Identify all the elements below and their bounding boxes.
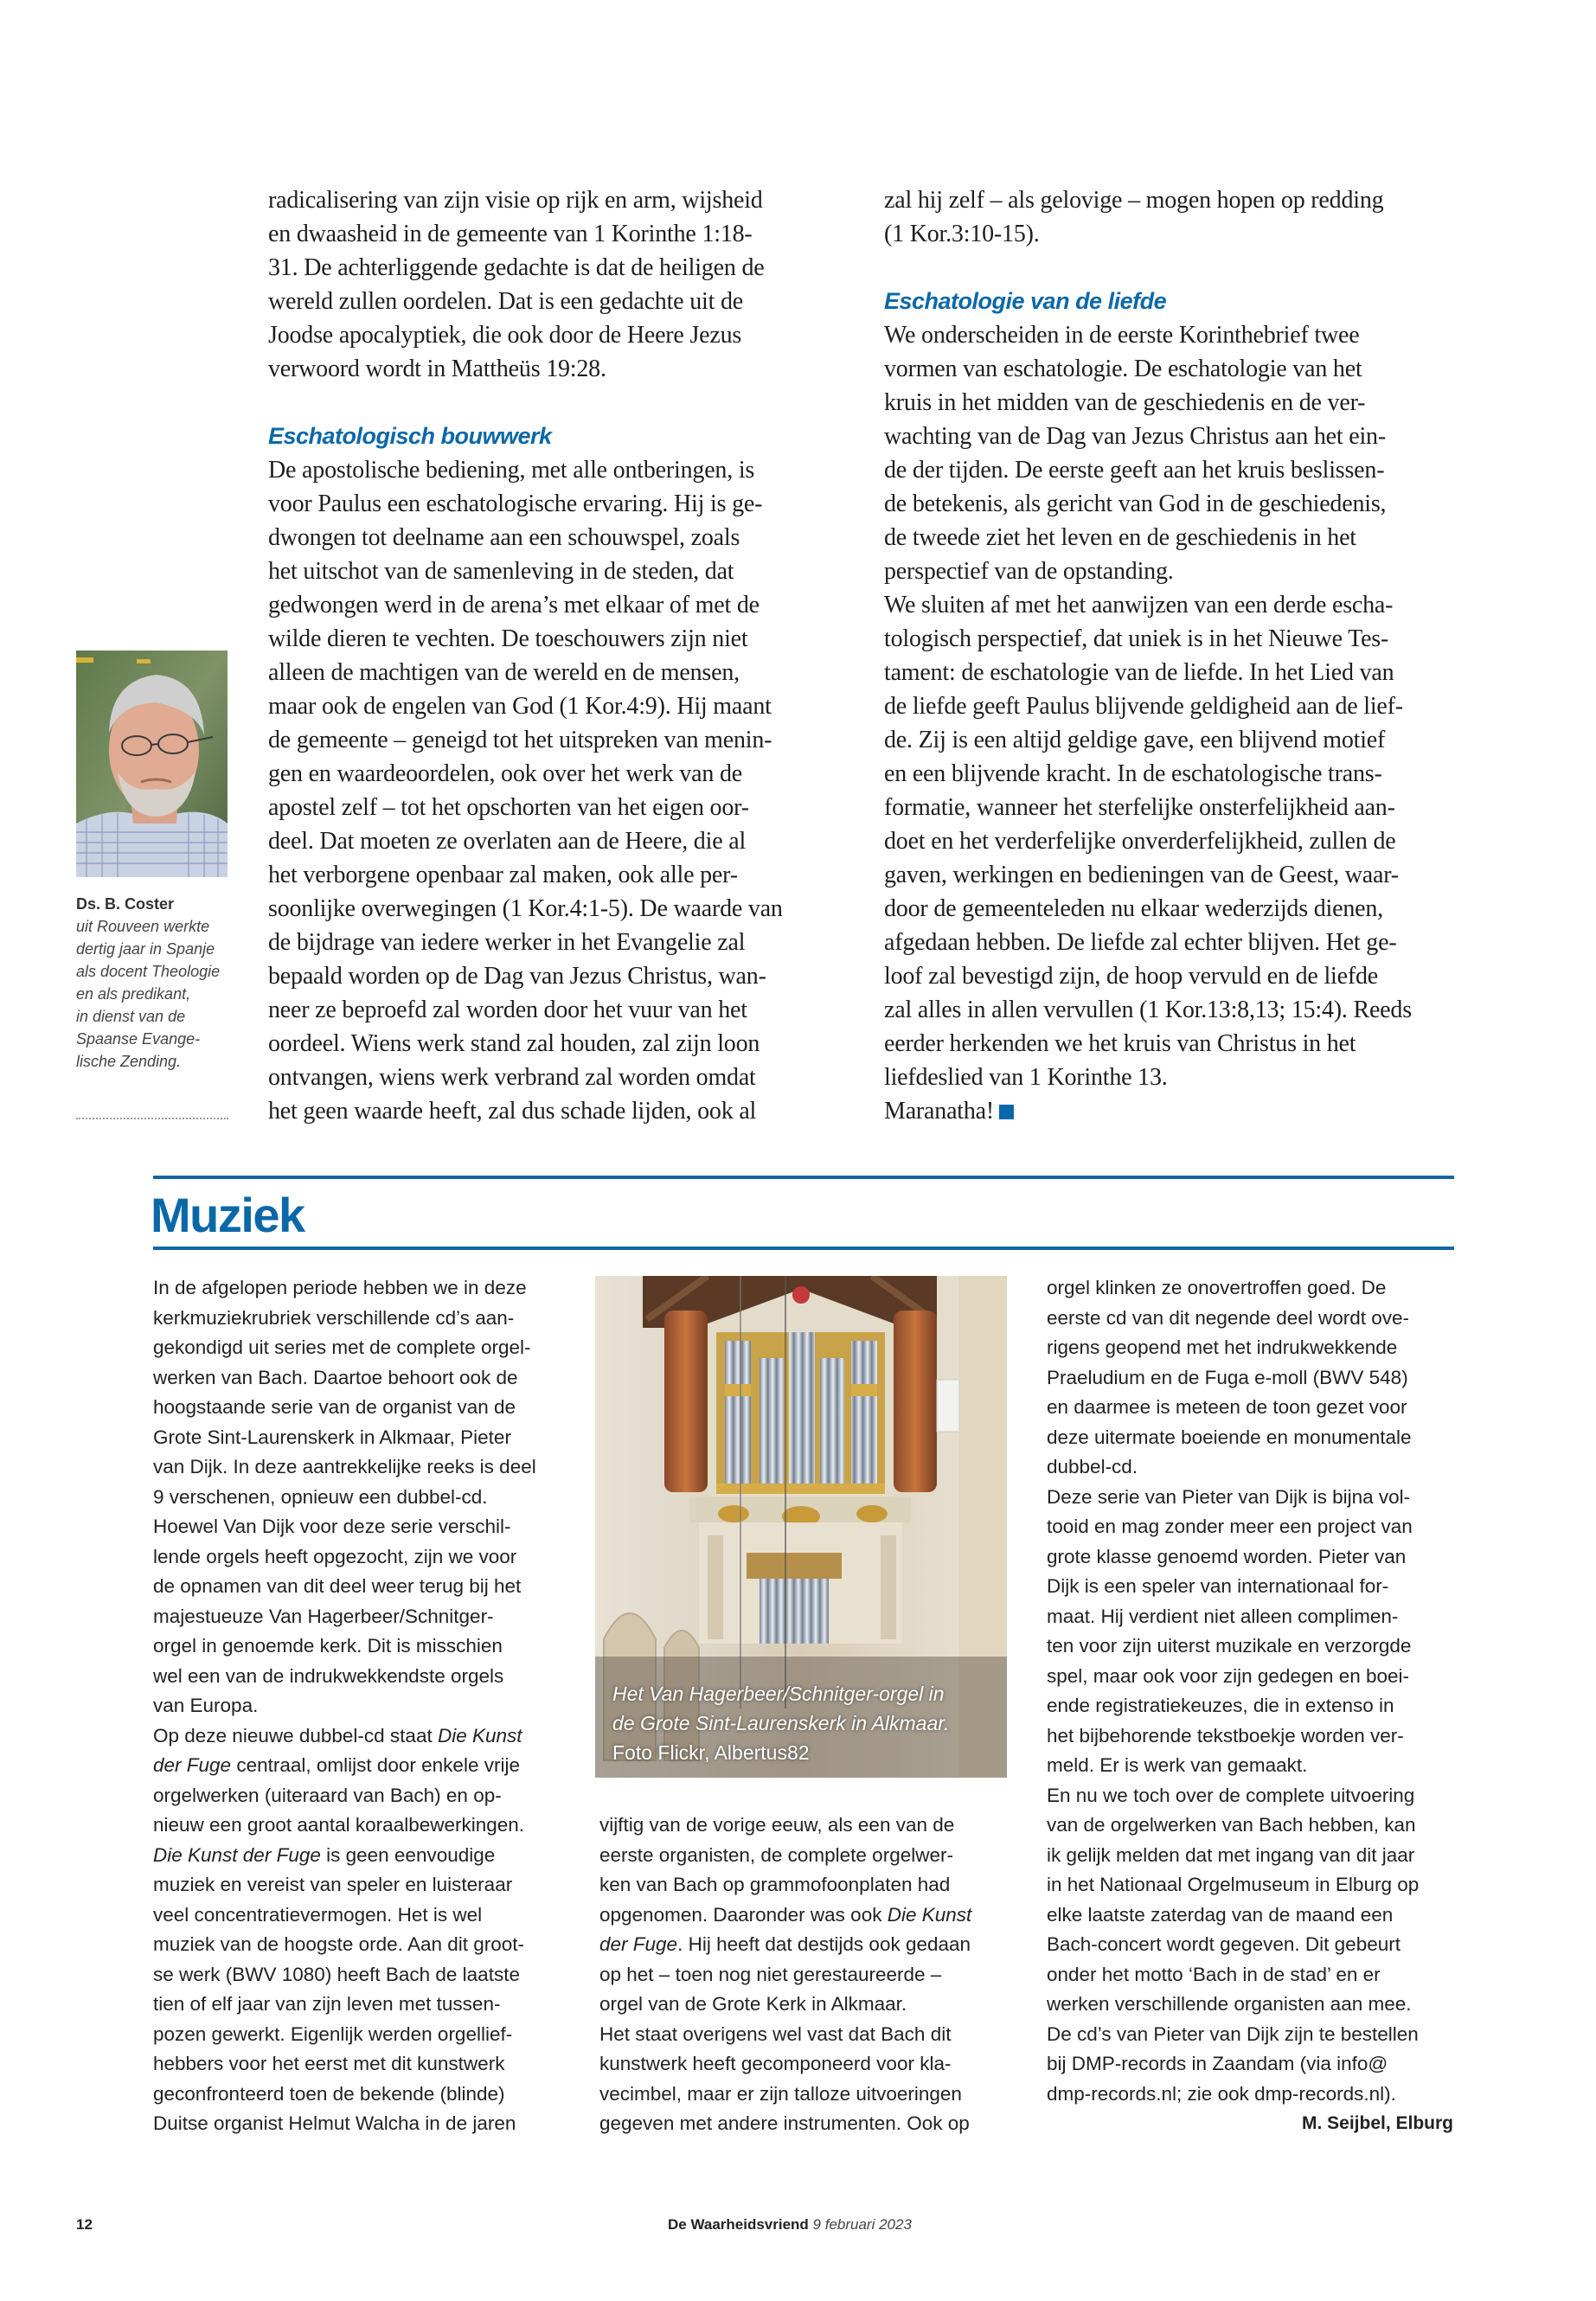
text-line: het geen waarde heeft, zal dus schade lijden, ook al <box>268 1098 757 1125</box>
text-line: gekondigd uit series met de complete orgel- <box>153 1336 531 1358</box>
text-line: orgel klinken ze onovertroffen goed. De <box>1047 1277 1387 1298</box>
text-line: gegeven met andere instrumenten. Ook op <box>599 2112 970 2134</box>
text-line: elke laatste zaterdag van de maand een <box>1047 1903 1394 1926</box>
text-line: Grote Sint-Laurenskerk in Alkmaar, Pieter <box>153 1426 511 1448</box>
publication-footer <box>668 2216 912 2234</box>
text-line: bij DMP-records in Zaandam (via info@ <box>1047 2053 1388 2074</box>
photo-credit: Foto Flickr, Albertus82 <box>612 1741 810 1764</box>
text-line <box>599 1930 1015 1960</box>
text-line: spel, maar ook voor zijn gedegen en boei- <box>1047 1664 1410 1687</box>
text-line: het uitschot van de samenleving in de steden, dat <box>268 558 734 585</box>
text-line: wel een van de indrukwekkendste orgels <box>153 1664 504 1687</box>
text-line: hoogstaande serie van de organist van de <box>153 1396 516 1418</box>
text-line <box>153 1841 560 1871</box>
text-line: veel concentratievermogen. Het is wel <box>153 1903 483 1926</box>
work-title: der Fuge <box>153 1754 232 1776</box>
text-line: Joodse apocalyptiek, die ook door de Heere Jezus <box>268 322 742 349</box>
text-line: majestueuze Van Hagerbeer/Schnitger- <box>153 1605 494 1627</box>
text-line: tooid en mag zonder meer een project van <box>1047 1516 1413 1537</box>
text-line: en een blijvende kracht. In de eschatologische trans- <box>884 760 1382 787</box>
text-line: Hoewel Van Dijk voor deze serie verschil- <box>153 1516 511 1537</box>
text-line: afgedaan hebben. De liefde zal echter blijven. Het ge- <box>884 929 1397 956</box>
author-bio-line: uit Rouveen werkte <box>76 918 210 935</box>
end-of-article-square-icon <box>999 1105 1014 1119</box>
muziek-column-3 <box>1047 1273 1462 2109</box>
text-line: gen en waardeoordelen, ook over het werk van de <box>268 760 743 787</box>
closing-text: Maranatha! <box>884 1098 995 1125</box>
text-line: eerste cd van dit negende deel wordt ove- <box>1047 1306 1410 1329</box>
portrait-illustration <box>76 651 228 877</box>
page-number: 12 <box>76 2216 93 2233</box>
text-line: de liefde geeft Paulus blijvende geldigheid aan de lief- <box>884 693 1403 720</box>
text-line <box>599 1900 1015 1931</box>
work-title: Die Kunst <box>437 1724 522 1747</box>
text-line: de betekenis, als gericht van God in de geschiedenis, <box>884 490 1387 517</box>
article-signature: M. Seijbel, Elburg <box>1301 2113 1453 2133</box>
text-line: pozen gewerkt. Eigenlijk werden orgellief- <box>153 2022 513 2045</box>
text-line: en dwaasheid in de gemeente van 1 Korinthe 1:18- <box>268 221 753 247</box>
text-line: 31. De achterliggende gedachte is dat de heiligen de <box>268 254 765 281</box>
text-line: kerkmuziekrubriek verschillende cd’s aan- <box>153 1306 515 1329</box>
text-line: dmp-records.nl; zie ook dmp-records.nl). <box>1047 2082 1396 2105</box>
organ-photo <box>595 1276 1007 1778</box>
text-line: De apostolische bediening, met alle ontberingen, is <box>268 457 755 484</box>
text-line: van de orgelwerken van Bach hebben, kan <box>1047 1814 1416 1836</box>
paragraph-gap <box>268 386 839 420</box>
text-line: het verborgene openbaar zal maken, ook alle per- <box>268 862 738 888</box>
text-line: gedwongen werd in de arena’s met elkaar of met de <box>268 592 760 619</box>
text-line: wilde dieren te vechten. De toeschouwers zijn niet <box>268 625 748 652</box>
author-bio-line: als docent Theologie <box>76 963 221 980</box>
text-line: ontvangen, wiens werk verbrand zal worden omdat <box>268 1064 756 1091</box>
text-line: Het staat overigens wel vast dat Bach dit <box>599 2022 952 2045</box>
text-line: apostel zelf – tot het opschorten van het eigen oor- <box>268 794 749 821</box>
section-title-muziek: Muziek <box>151 1188 304 1242</box>
author-bio-line: Spaanse Evange- <box>76 1030 201 1048</box>
section-bottom-rule <box>153 1247 1454 1250</box>
text-run: is geen eenvoudige <box>320 1843 496 1866</box>
text-line: meld. Er is werk van gemaakt. <box>1047 1754 1308 1776</box>
text-run: opgenomen. Daaronder was ook <box>599 1903 888 1926</box>
muziek-column-1 <box>153 1273 560 2139</box>
text-line: hebbers voor het eerst met dit kunstwerk <box>153 2053 505 2074</box>
author-bio-line: dertig jaar in Spanje <box>76 940 215 958</box>
article-column-right <box>884 183 1464 1128</box>
muziek-column-2 <box>599 1811 1015 2139</box>
text-line: rigens geopend met het indrukwekkende <box>1047 1336 1398 1358</box>
text-line: tament: de eschatologie van de liefde. In het Lied van <box>884 659 1394 686</box>
text-line: vijftig van de vorige eeuw, als een van de <box>599 1814 955 1836</box>
text-line <box>153 1721 560 1752</box>
author-portrait-photo <box>76 651 228 877</box>
text-line: liefdeslied van 1 Korinthe 13. <box>884 1064 1168 1091</box>
text-line: ik gelijk melden dat met ingang van dit jaar <box>1047 1843 1415 1866</box>
text-run: centraal, omlijst door enkele vrije <box>231 1754 520 1776</box>
section-subheading: Eschatologisch bouwwerk <box>268 423 552 449</box>
text-line: De cd’s van Pieter van Dijk zijn te bestellen <box>1047 2022 1419 2045</box>
publication-name: De Waarheidsvriend <box>668 2216 809 2233</box>
text-line: grote klasse genoemd worden. Pieter van <box>1047 1545 1407 1567</box>
text-line: We sluiten af met het aanwijzen van een derde escha- <box>884 592 1394 619</box>
text-line: orgel van de Grote Kerk in Alkmaar. <box>599 1993 907 2015</box>
text-line: In de afgelopen periode hebben we in deze <box>153 1277 527 1298</box>
work-title: Die Kunst der Fuge <box>153 1843 321 1866</box>
closing-line <box>884 1094 1464 1128</box>
text-line: doet en het verderfelijke onverderfelijkheid, zullen de <box>884 828 1396 855</box>
text-line: ten voor zijn uiterst muzikale en verzorgde <box>1047 1635 1412 1657</box>
author-bio-line: en als predikant, <box>76 985 191 1003</box>
text-line: van Europa. <box>153 1695 259 1716</box>
text-line: alleen de machtigen van de wereld en de mensen, <box>268 659 740 686</box>
text-line: En nu we toch over de complete uitvoering <box>1047 1784 1415 1806</box>
text-line: Deze serie van Pieter van Dijk is bijna vol- <box>1047 1485 1411 1508</box>
text-line: soonlijke overwegingen (1 Kor.4:1-5). De waarde van <box>268 895 783 922</box>
text-line: verwoord wordt in Mattheüs 19:28. <box>268 356 606 382</box>
text-line: (1 Kor.3:10-15). <box>884 221 1040 247</box>
text-line: kruis in het midden van de geschiedenis en de ver- <box>884 389 1366 416</box>
author-bio-line: in dienst van de <box>76 1008 186 1025</box>
text-line: tologisch perspectief, dat uniek is in het Nieuwe Tes- <box>884 625 1389 652</box>
text-line: bepaald worden op de Dag van Jezus Christus, wan- <box>268 963 766 990</box>
text-line: muziek en vereist van speler en luisteraar <box>153 1874 513 1895</box>
text-line: ken van Bach op grammofoonplaten had <box>599 1874 951 1895</box>
text-line: wachting van de Dag van Jezus Christus aan het ein- <box>884 423 1386 450</box>
text-line: wereld zullen oordelen. Dat is een gedachte uit de <box>268 288 743 315</box>
text-line: perspectief van de opstanding. <box>884 558 1174 585</box>
text-line: neer ze beproefd zal worden door het vuur van het <box>268 997 747 1023</box>
text-line: 9 verschenen, opnieuw een dubbel-cd. <box>153 1485 488 1508</box>
caption-dotted-divider <box>76 1118 228 1119</box>
work-title: Die Kunst <box>887 1903 972 1926</box>
text-line: nieuw een groot aantal koraalbewerkingen. <box>153 1814 525 1836</box>
text-line: kunstwerk heeft gecomponeerd voor kla- <box>599 2053 952 2074</box>
text-line: Duitse organist Helmut Walcha in de jaren <box>153 2112 516 2134</box>
text-line: de opnamen van dit deel weer terug bij het <box>153 1575 522 1597</box>
text-line: Dijk is een speler van internationaal for- <box>1047 1575 1389 1597</box>
text-line: de. Zij is een altijd geldige gave, een blijvend motief <box>884 727 1386 753</box>
text-line: vormen van eschatologie. De eschatologie van het <box>884 356 1362 382</box>
work-title: der Fuge <box>599 1933 678 1955</box>
text-line: op het – toen nog niet gerestaureerde – <box>599 1963 942 1985</box>
text-line: loof zal bevestigd zijn, de hoop vervuld en de liefde <box>884 963 1378 990</box>
text-line: We onderscheiden in de eerste Korinthebrief twee <box>884 322 1360 349</box>
text-line: deel. Dat moeten ze overlaten aan de Heere, die al <box>268 828 747 855</box>
text-run: Op deze nieuwe dubbel-cd staat <box>153 1724 438 1747</box>
author-name: Ds. B. Coster <box>76 895 175 913</box>
text-line: Praeludium en de Fuga e-moll (BWV 548) <box>1047 1366 1408 1388</box>
text-line: oordeel. Wiens werk stand zal houden, zal zijn loon <box>268 1030 760 1057</box>
text-line <box>153 1751 560 1781</box>
photo-caption-line: Het Van Hagerbeer/Schnitger-orgel in <box>612 1682 945 1705</box>
text-line: werken van Bach. Daartoe behoort ook de <box>153 1366 518 1388</box>
text-line: de gemeente – geneigd tot het uitspreken van menin- <box>268 727 772 753</box>
author-bio-line: lische Zending. <box>76 1053 182 1070</box>
paragraph-gap <box>884 251 1464 285</box>
text-line: de bijdrage van iedere werker in het Evangelie zal <box>268 929 746 956</box>
text-line: tien of elf jaar van zijn leven met tussen- <box>153 1993 501 2015</box>
text-line: Bach-concert wordt gegeven. Dit gebeurt <box>1047 1933 1401 1955</box>
text-line: eerste organisten, de complete orgelwer- <box>599 1843 953 1866</box>
text-line: dubbel-cd. <box>1047 1456 1138 1477</box>
text-line: en daarmee is meteen de toon gezet voor <box>1047 1396 1407 1418</box>
article-column-middle <box>268 183 839 1128</box>
text-line: se werk (BWV 1080) heeft Bach de laatste <box>153 1963 520 1985</box>
text-run: . Hij heeft dat destijds ook gedaan <box>677 1933 971 1955</box>
publication-date: 9 februari 2023 <box>812 2216 912 2233</box>
text-line: werken verschillende organisten aan mee. <box>1047 1993 1412 2015</box>
text-line: door de gemeenteleden nu elkaar wederzijds dienen, <box>884 895 1383 922</box>
text-line: in het Nationaal Orgelmuseum in Elburg op <box>1047 1874 1420 1895</box>
text-line: muziek van de hoogste orde. Aan dit groot- <box>153 1933 525 1955</box>
section-subheading: Eschatologie van de liefde <box>884 288 1167 314</box>
text-line: maar ook de engelen van God (1 Kor.4:9). Hij maant <box>268 693 772 720</box>
section-top-rule <box>153 1176 1454 1179</box>
text-line: zal alles in allen vervullen (1 Kor.13:8,13; 15:4). Reeds <box>884 997 1412 1023</box>
author-caption <box>76 893 232 1073</box>
text-line: deze uitermate boeiende en monumentale <box>1047 1426 1412 1448</box>
text-line: het bijbehorende tekstboekje worden ver- <box>1047 1724 1404 1747</box>
text-line: onder het motto ‘Bach in de stad’ en er <box>1047 1963 1381 1985</box>
text-line: maat. Hij verdient niet alleen complimen- <box>1047 1605 1399 1627</box>
text-line: radicalisering van zijn visie op rijk en arm, wijsheid <box>268 187 763 214</box>
text-line: gaven, werkingen en bedieningen van de Geest, waar- <box>884 862 1399 888</box>
text-line: ende registratiekeuzes, die in extenso in <box>1047 1695 1394 1716</box>
text-line: de tweede ziet het leven en de geschiedenis in het <box>884 524 1356 551</box>
text-line: dwongen tot deelname aan een schouwspel, zoals <box>268 524 740 551</box>
photo-caption <box>612 1679 949 1767</box>
text-line: zal hij zelf – als gelovige – mogen hopen op redding <box>884 187 1384 214</box>
text-line: de der tijden. De eerste geeft aan het kruis beslissen- <box>884 457 1385 484</box>
text-line: vecimbel, maar er zijn talloze uitvoeringen <box>599 2082 962 2105</box>
text-line: voor Paulus een eschatologische ervaring. Hij is ge- <box>268 490 763 517</box>
photo-caption-line: de Grote Sint-Laurenskerk in Alkmaar. <box>612 1712 950 1734</box>
text-line: eerder herkenden we het kruis van Christus in het <box>884 1030 1356 1057</box>
text-line: formatie, wanneer het sterfelijke onsterfelijkheid aan- <box>884 794 1395 821</box>
text-line: lende orgels heeft opgezocht, zijn we voor <box>153 1545 517 1567</box>
text-line: van Dijk. In deze aantrekkelijke reeks is deel <box>153 1456 536 1477</box>
text-line: orgelwerken (uiteraard van Bach) en op- <box>153 1784 502 1806</box>
text-line: geconfronteerd toen de bekende (blinde) <box>153 2082 505 2105</box>
text-line: orgel in genoemde kerk. Dit is misschien <box>153 1635 503 1657</box>
